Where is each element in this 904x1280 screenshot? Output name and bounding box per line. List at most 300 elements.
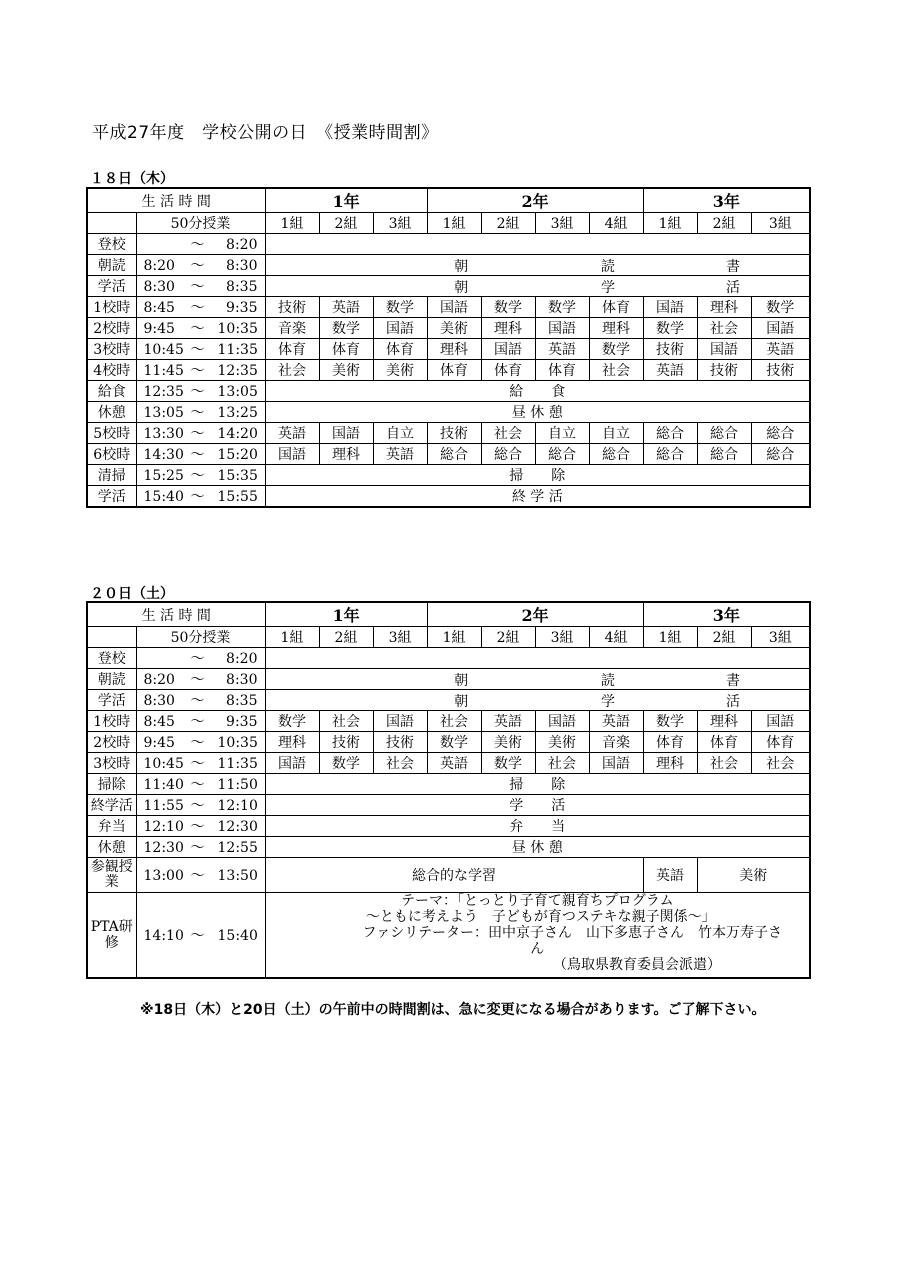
subject-cell: 数学 — [643, 711, 697, 732]
subject-cell: 数学 — [481, 297, 535, 318]
end-time: 15:20 — [217, 447, 258, 463]
subject-cell: 社会 — [697, 318, 751, 339]
end-time: 8:30 — [226, 672, 258, 688]
activity-span-cell: 掃 除 — [265, 465, 810, 486]
subject-cell: 体育 — [427, 360, 481, 381]
activity-word: 書 — [725, 673, 740, 689]
activity-word: 朝 — [454, 259, 469, 275]
subject-cell: 理科 — [697, 711, 751, 732]
tilde: ～ — [190, 714, 205, 730]
blank-cell — [87, 627, 136, 648]
end-time: 13:05 — [217, 384, 258, 400]
activity-span-cell — [265, 669, 810, 690]
end-time: 8:35 — [226, 693, 258, 709]
subject-cell: 社会 — [373, 753, 427, 774]
subject-cell: 英語 — [373, 444, 427, 465]
activity-span-cell: 掃 除 — [265, 774, 810, 795]
period-row — [87, 837, 810, 858]
row-label: 休憩 — [87, 402, 136, 423]
subject-cell: 国語 — [319, 423, 373, 444]
subject-cell: 音楽 — [589, 732, 643, 753]
header-row-classes — [87, 627, 810, 648]
tilde: ～ — [190, 405, 205, 421]
row-label: 休憩 — [87, 837, 136, 858]
subject-cell: 技術 — [319, 732, 373, 753]
tilde: ～ — [190, 384, 205, 400]
subject-cell: 数学 — [427, 732, 481, 753]
subject-cell: 英語 — [427, 753, 481, 774]
end-time: 11:50 — [217, 777, 258, 793]
row-label: 登校 — [87, 648, 136, 669]
time-cell — [136, 893, 265, 979]
subject-cell: 体育 — [373, 339, 427, 360]
start-time: 8:20 — [143, 672, 175, 688]
subject-cell: 体育 — [697, 732, 751, 753]
end-time: 9:35 — [226, 300, 258, 316]
start-time: 15:25 — [143, 468, 184, 484]
row-label: 終学活 — [87, 795, 136, 816]
subject-cell: 体育 — [589, 297, 643, 318]
row-label: 3校時 — [87, 339, 136, 360]
row-label: 参観授業 — [87, 858, 136, 893]
start-time: 13:30 — [143, 426, 184, 442]
subject-cell: 数学 — [751, 297, 810, 318]
subject-cell: 数学 — [481, 753, 535, 774]
subject-cell: 自立 — [589, 423, 643, 444]
activity-word: 読 — [600, 259, 615, 275]
subject-cell: 技術 — [427, 423, 481, 444]
pta-detail-line: ファシリテーター：田中京子さん 山下多恵子さん 竹本万寿子さ — [292, 925, 782, 941]
blank-cell — [87, 213, 136, 234]
end-time: 11:35 — [217, 342, 258, 358]
subject-cell: 国語 — [751, 711, 810, 732]
tilde: ～ — [190, 840, 205, 856]
activity-span-cell — [265, 255, 810, 276]
header-row-grades — [87, 188, 810, 213]
start-time: 11:40 — [143, 777, 184, 793]
period-row — [87, 297, 810, 318]
pta-detail-line: ん — [530, 941, 545, 957]
activity-span-cell — [265, 234, 810, 255]
start-time: 8:20 — [143, 258, 175, 274]
activity-word: 学 — [600, 694, 615, 710]
activity-span-cell: 学 活 — [265, 795, 810, 816]
subject-cell: 理科 — [697, 297, 751, 318]
tilde: ～ — [190, 447, 205, 463]
period-row — [87, 774, 810, 795]
class-header: 3組 — [751, 213, 810, 234]
time-cell — [136, 339, 265, 360]
class-header: 1組 — [427, 627, 481, 648]
end-time: 15:35 — [217, 468, 258, 484]
row-label: 1校時 — [87, 297, 136, 318]
start-time: 12:35 — [143, 384, 184, 400]
time-cell — [136, 837, 265, 858]
start-time: 14:30 — [143, 447, 184, 463]
seikatsu-jikan-header: 生 活 時 間 — [87, 602, 265, 627]
class-header: 2組 — [481, 627, 535, 648]
subject-cell: 数学 — [319, 753, 373, 774]
start-time: 15:40 — [143, 489, 184, 505]
start-time: 13:00 — [143, 868, 184, 884]
subject-cell: 英語 — [643, 360, 697, 381]
subject-cell: 数学 — [589, 339, 643, 360]
time-cell — [136, 402, 265, 423]
tilde: ～ — [190, 321, 205, 337]
start-time: 9:45 — [143, 735, 175, 751]
class-header: 2組 — [481, 213, 535, 234]
tilde: ～ — [190, 819, 205, 835]
subject-cell: 国語 — [643, 297, 697, 318]
row-label: 2校時 — [87, 732, 136, 753]
subject-cell: 理科 — [319, 444, 373, 465]
activity-span-cell — [265, 648, 810, 669]
period-row — [87, 444, 810, 465]
subject-cell: 国語 — [535, 711, 589, 732]
end-time: 8:20 — [226, 237, 258, 253]
period-row — [87, 486, 810, 508]
period-row — [87, 339, 810, 360]
row-label: 給食 — [87, 381, 136, 402]
day2-timetable — [86, 601, 811, 979]
schedule-change-note: ※18日（木）と20日（土）の午前中の時間割は、急に変更になる場合があります。ご了解下さい。 — [140, 1002, 766, 1018]
class-header: 3組 — [751, 627, 810, 648]
class-header: 1組 — [265, 627, 319, 648]
subject-cell: 技術 — [751, 360, 810, 381]
period-row — [87, 360, 810, 381]
period-row — [87, 753, 810, 774]
time-cell — [136, 465, 265, 486]
tilde: ～ — [190, 237, 205, 253]
end-time: 13:50 — [217, 868, 258, 884]
class-header: 1組 — [265, 213, 319, 234]
pta-detail-line: ～ともに考えよう 子どもが育つステキな親子関係～｣ — [365, 909, 709, 925]
row-label: 学活 — [87, 276, 136, 297]
subject-cell: 国語 — [589, 753, 643, 774]
subject-cell: 体育 — [643, 732, 697, 753]
subject-cell: 体育 — [481, 360, 535, 381]
tilde: ～ — [190, 300, 205, 316]
class-header: 3組 — [535, 627, 589, 648]
tilde: ～ — [190, 651, 205, 667]
start-time: 12:10 — [143, 819, 184, 835]
subject-cell: 音楽 — [265, 318, 319, 339]
start-time: 8:30 — [143, 279, 175, 295]
subject-cell: 総合 — [589, 444, 643, 465]
subject-cell: 英語 — [751, 339, 810, 360]
start-time: 8:45 — [143, 714, 175, 730]
time-cell — [136, 297, 265, 318]
subject-cell: 技術 — [373, 732, 427, 753]
time-cell — [136, 444, 265, 465]
class-header: 2組 — [697, 627, 751, 648]
activity-span-cell: 昼 休 憩 — [265, 837, 810, 858]
subject-cell: 英語 — [319, 297, 373, 318]
page-title: 平成27年度 学校公開の日 《授業時間割》 — [92, 123, 439, 143]
subject-cell: 自立 — [373, 423, 427, 444]
subject-cell: 社会 — [427, 711, 481, 732]
subject-cell: 美術 — [373, 360, 427, 381]
subject-cell: 理科 — [265, 732, 319, 753]
period-row — [87, 795, 810, 816]
subject-cell: 自立 — [535, 423, 589, 444]
seikatsu-jikan-header: 生 活 時 間 — [87, 188, 265, 213]
end-time: 9:35 — [226, 714, 258, 730]
tilde: ～ — [190, 735, 205, 751]
period-row — [87, 276, 810, 297]
activity-span-cell: 給 食 — [265, 381, 810, 402]
subject-cell: 美術 — [535, 732, 589, 753]
subject-cell: 総合 — [643, 423, 697, 444]
tilde: ～ — [190, 279, 205, 295]
end-time: 8:30 — [226, 258, 258, 274]
tilde: ～ — [190, 777, 205, 793]
subject-cell: 社会 — [481, 423, 535, 444]
row-label: 5校時 — [87, 423, 136, 444]
grade-1-header: 1年 — [265, 188, 427, 213]
activity-word: 活 — [725, 280, 740, 296]
time-cell — [136, 486, 265, 508]
period-row — [87, 318, 810, 339]
subject-cell: 総合 — [481, 444, 535, 465]
end-time: 13:25 — [217, 405, 258, 421]
class-header: 2組 — [319, 213, 373, 234]
end-time: 12:10 — [217, 798, 258, 814]
time-cell — [136, 255, 265, 276]
time-cell — [136, 318, 265, 339]
subject-cell: 数学 — [373, 297, 427, 318]
subject-cell: 体育 — [535, 360, 589, 381]
row-label: PTA研修 — [87, 893, 136, 979]
subject-cell: 理科 — [427, 339, 481, 360]
subject-cell: 社会 — [697, 753, 751, 774]
row-label: 朝読 — [87, 255, 136, 276]
start-time: 11:55 — [143, 798, 184, 814]
start-time: 10:45 — [143, 342, 184, 358]
tilde: ～ — [190, 258, 205, 274]
period-row — [87, 465, 810, 486]
time-cell — [136, 360, 265, 381]
time-cell — [136, 423, 265, 444]
subject-cell: 社会 — [751, 753, 810, 774]
class-header: 1組 — [427, 213, 481, 234]
time-cell — [136, 711, 265, 732]
tilde: ～ — [190, 798, 205, 814]
row-label: 2校時 — [87, 318, 136, 339]
subject-cell: 数学 — [265, 711, 319, 732]
activity-span-cell: 終 学 活 — [265, 486, 810, 508]
activity-word: 読 — [600, 673, 615, 689]
subject-cell: 総合 — [751, 423, 810, 444]
tilde: ～ — [190, 363, 205, 379]
class-header: 1組 — [643, 213, 697, 234]
class-header: 1組 — [643, 627, 697, 648]
fifty-minute-header: 50分授業 — [136, 213, 265, 234]
end-time: 10:35 — [217, 321, 258, 337]
time-cell — [136, 276, 265, 297]
activity-word: 書 — [725, 259, 740, 275]
row-label: 6校時 — [87, 444, 136, 465]
subject-cell: 総合 — [535, 444, 589, 465]
activity-span-cell — [265, 690, 810, 711]
end-time: 12:35 — [217, 363, 258, 379]
subject-cell: 英語 — [589, 711, 643, 732]
subject-cell: 国語 — [535, 318, 589, 339]
time-cell — [136, 234, 265, 255]
subject-cell: 理科 — [481, 318, 535, 339]
end-time: 14:20 — [217, 426, 258, 442]
grade-3-header: 3年 — [643, 188, 810, 213]
subject-cell: 理科 — [589, 318, 643, 339]
period-row — [87, 816, 810, 837]
start-time: 11:45 — [143, 363, 184, 379]
row-label: 登校 — [87, 234, 136, 255]
start-time: 9:45 — [143, 321, 175, 337]
subject-cell: 美術 — [427, 318, 481, 339]
tilde: ～ — [190, 672, 205, 688]
end-time: 8:35 — [226, 279, 258, 295]
subject-cell: 技術 — [643, 339, 697, 360]
activity-word: 朝 — [454, 673, 469, 689]
tilde: ～ — [190, 868, 205, 884]
subject-cell: 理科 — [643, 753, 697, 774]
pta-row — [87, 893, 810, 979]
start-time: 13:05 — [143, 405, 184, 421]
class-header: 4組 — [589, 213, 643, 234]
day1-label: １８日（木） — [90, 171, 174, 187]
subject-cell: 総合 — [751, 444, 810, 465]
subject-cell: 英語 — [265, 423, 319, 444]
period-row — [87, 669, 810, 690]
class-header: 3組 — [535, 213, 589, 234]
activity-span-cell: 弁 当 — [265, 816, 810, 837]
subject-cell: 総合 — [427, 444, 481, 465]
tilde: ～ — [190, 756, 205, 772]
sankan-row — [87, 858, 810, 893]
row-label: 3校時 — [87, 753, 136, 774]
subject-cell: 総合 — [697, 423, 751, 444]
time-cell — [136, 774, 265, 795]
end-time: 12:55 — [217, 840, 258, 856]
time-cell — [136, 753, 265, 774]
english-cell: 英語 — [643, 858, 697, 893]
general-study-cell: 総合的な学習 — [265, 858, 643, 893]
time-cell — [136, 795, 265, 816]
row-label: 1校時 — [87, 711, 136, 732]
subject-cell: 国語 — [265, 753, 319, 774]
row-label: 弁当 — [87, 816, 136, 837]
subject-cell: 数学 — [535, 297, 589, 318]
pta-detail-cell — [265, 893, 810, 979]
subject-cell: 社会 — [319, 711, 373, 732]
activity-span-cell: 昼 休 憩 — [265, 402, 810, 423]
start-time: 8:30 — [143, 693, 175, 709]
end-time: 12:30 — [217, 819, 258, 835]
activity-word: 学 — [600, 280, 615, 296]
header-row-grades — [87, 602, 810, 627]
row-label: 朝読 — [87, 669, 136, 690]
row-label: 清掃 — [87, 465, 136, 486]
period-row — [87, 648, 810, 669]
row-label: 4校時 — [87, 360, 136, 381]
fifty-minute-header: 50分授業 — [136, 627, 265, 648]
subject-cell: 国語 — [373, 318, 427, 339]
subject-cell: 社会 — [589, 360, 643, 381]
class-header: 4組 — [589, 627, 643, 648]
header-row-classes — [87, 213, 810, 234]
subject-cell: 数学 — [319, 318, 373, 339]
subject-cell: 国語 — [751, 318, 810, 339]
class-header: 3組 — [373, 627, 427, 648]
day1-timetable — [86, 187, 811, 508]
tilde: ～ — [190, 426, 205, 442]
tilde: ～ — [190, 342, 205, 358]
time-cell — [136, 816, 265, 837]
pta-dispatch-line: （鳥取県教育委員会派遣） — [553, 957, 722, 973]
time-cell — [136, 732, 265, 753]
period-row — [87, 732, 810, 753]
subject-cell: 美術 — [481, 732, 535, 753]
period-row — [87, 234, 810, 255]
subject-cell: 国語 — [373, 711, 427, 732]
tilde: ～ — [190, 489, 205, 505]
activity-word: 活 — [725, 694, 740, 710]
period-row — [87, 690, 810, 711]
subject-cell: 英語 — [535, 339, 589, 360]
time-cell — [136, 381, 265, 402]
period-row — [87, 423, 810, 444]
activity-word: 朝 — [454, 694, 469, 710]
end-time: 15:40 — [217, 928, 258, 944]
pta-detail-line: テーマ：｢とっとり子育て親育ちプログラム — [400, 893, 674, 909]
grade-3-header: 3年 — [643, 602, 810, 627]
start-time: 10:45 — [143, 756, 184, 772]
subject-cell: 社会 — [265, 360, 319, 381]
subject-cell: 体育 — [265, 339, 319, 360]
grade-2-header: 2年 — [427, 602, 643, 627]
art-cell: 美術 — [697, 858, 810, 893]
subject-cell: 社会 — [535, 753, 589, 774]
time-cell — [136, 669, 265, 690]
subject-cell: 数学 — [643, 318, 697, 339]
class-header: 3組 — [373, 213, 427, 234]
activity-span-cell — [265, 276, 810, 297]
end-time: 15:55 — [217, 489, 258, 505]
subject-cell: 国語 — [427, 297, 481, 318]
start-time: 8:45 — [143, 300, 175, 316]
period-row — [87, 381, 810, 402]
row-label: 学活 — [87, 486, 136, 508]
tilde: ～ — [190, 928, 205, 944]
subject-cell: 体育 — [319, 339, 373, 360]
subject-cell: 技術 — [697, 360, 751, 381]
tilde: ～ — [190, 693, 205, 709]
end-time: 11:35 — [217, 756, 258, 772]
grade-1-header: 1年 — [265, 602, 427, 627]
subject-cell: 技術 — [265, 297, 319, 318]
time-cell — [136, 648, 265, 669]
row-label: 掃除 — [87, 774, 136, 795]
activity-word: 朝 — [454, 280, 469, 296]
subject-cell: 総合 — [643, 444, 697, 465]
end-time: 10:35 — [217, 735, 258, 751]
period-row — [87, 402, 810, 423]
time-cell — [136, 858, 265, 893]
day2-label: ２０日（土） — [90, 586, 174, 602]
subject-cell: 国語 — [481, 339, 535, 360]
subject-cell: 国語 — [697, 339, 751, 360]
grade-2-header: 2年 — [427, 188, 643, 213]
